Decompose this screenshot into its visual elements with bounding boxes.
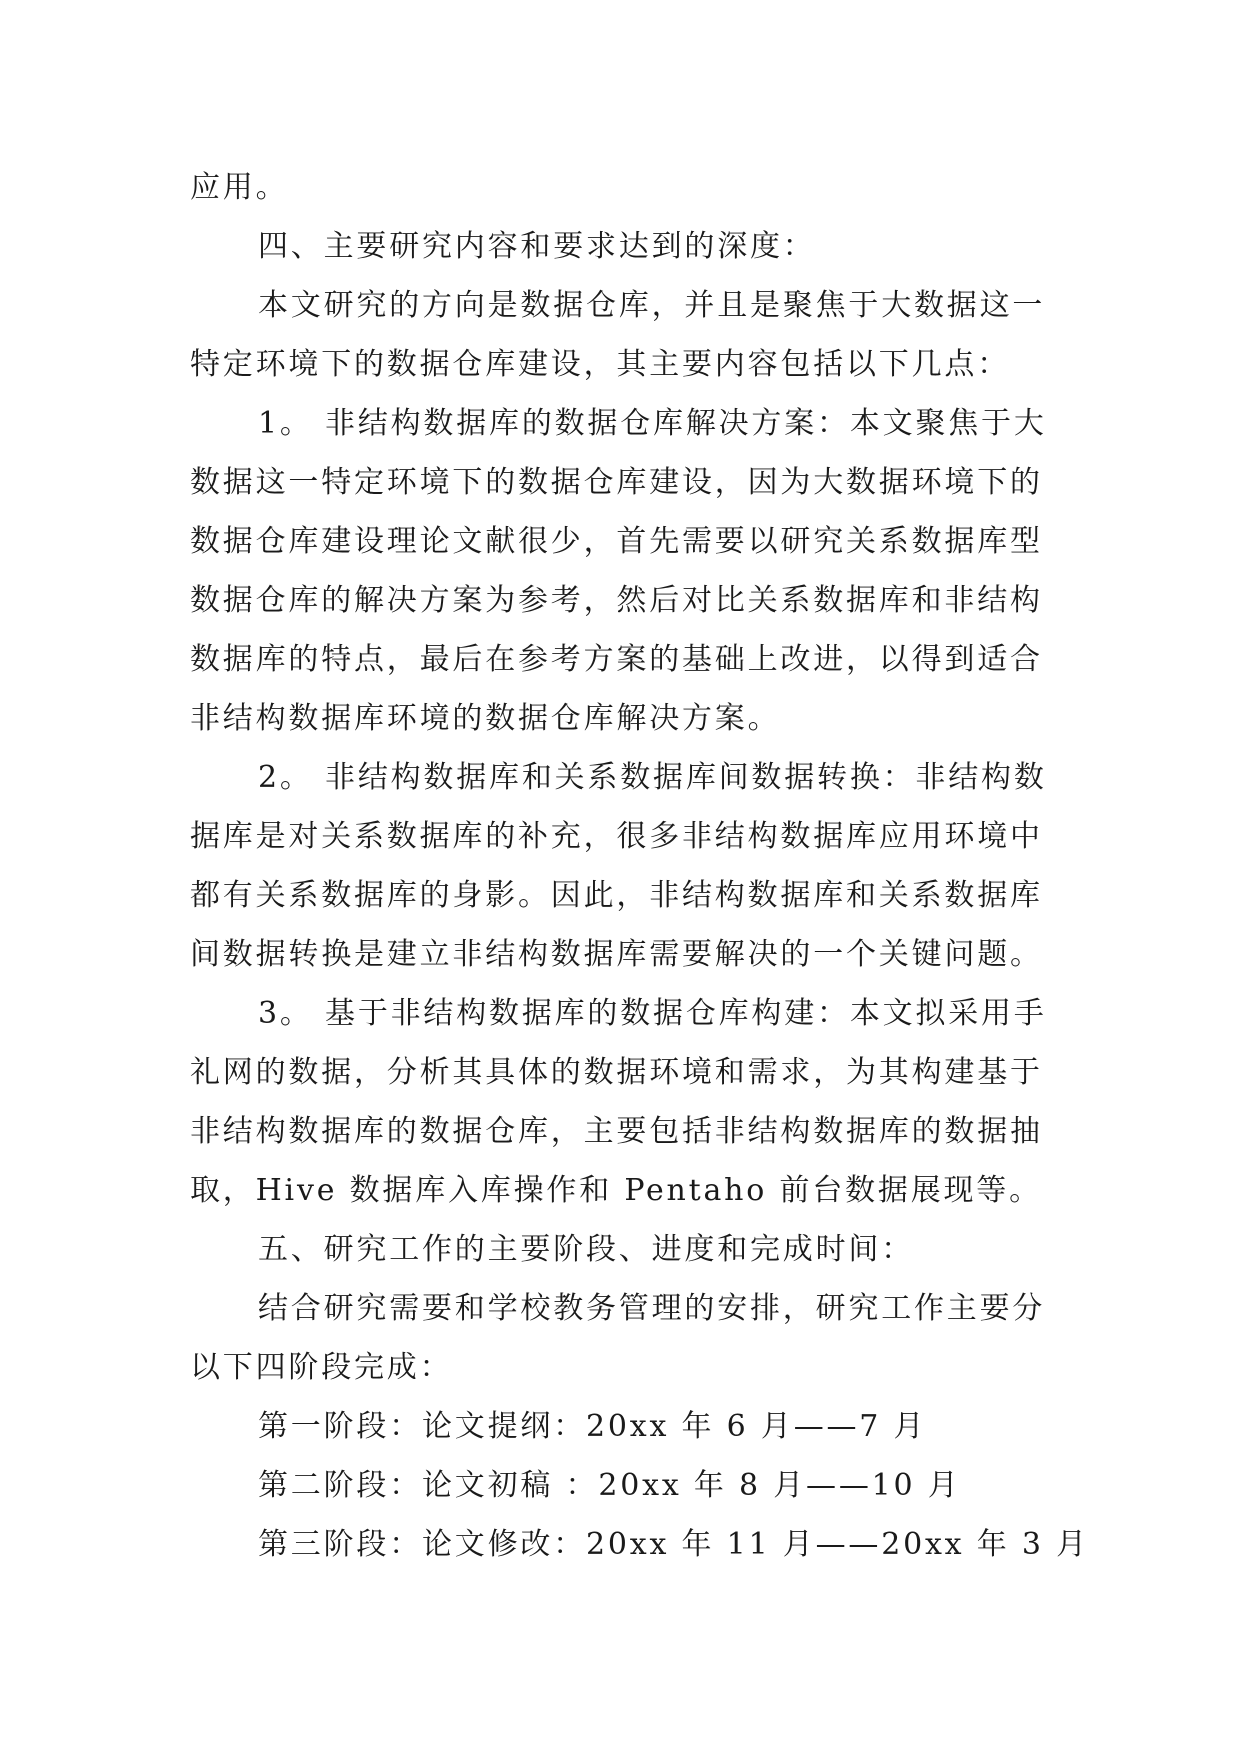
text-line: 非结构数据库环境的数据仓库解决方案。 bbox=[190, 701, 781, 736]
text-line: 都有关系数据库的身影。因此，非结构数据库和关系数据库 bbox=[190, 878, 1043, 913]
text-line: 数据仓库建设理论文献很少，首先需要以研究关系数据库型 bbox=[190, 524, 1043, 559]
paragraph bbox=[190, 1397, 1050, 1456]
text-line: 间数据转换是建立非结构数据库需要解决的一个关键问题。 bbox=[190, 937, 1043, 972]
text-line: 数据这一特定环境下的数据仓库建设，因为大数据环境下的 bbox=[190, 465, 1043, 500]
text-line: 以下四阶段完成： bbox=[190, 1350, 453, 1385]
text-line: 数据仓库的解决方案为参考，然后对比关系数据库和非结构 bbox=[190, 583, 1043, 618]
text-line: 第一阶段：论文提纲：20xx 年 6 月——7 月 bbox=[258, 1409, 927, 1444]
text-line: 特定环境下的数据仓库建设，其主要内容包括以下几点： bbox=[190, 347, 1010, 382]
text-line: 第二阶段：论文初稿 ：20xx 年 8 月——10 月 bbox=[258, 1468, 961, 1503]
text-line: 取，Hive 数据库入库操作和 Pentaho 前台数据展现等。 bbox=[190, 1173, 1042, 1208]
paragraph bbox=[190, 276, 1050, 394]
paragraph bbox=[190, 1456, 1050, 1515]
text-line: 第三阶段：论文修改：20xx 年 11 月——20xx 年 3 月 bbox=[258, 1527, 1089, 1562]
paragraph bbox=[190, 1515, 1089, 1574]
text-line: 应用。 bbox=[190, 170, 289, 205]
text-line: 2。 非结构数据库和关系数据库间数据转换：非结构数 bbox=[258, 760, 1047, 795]
paragraph bbox=[190, 217, 1050, 276]
paragraph bbox=[190, 748, 1050, 984]
text-line: 数据库的特点，最后在参考方案的基础上改进，以得到适合 bbox=[190, 642, 1043, 677]
paragraph bbox=[190, 158, 1050, 217]
paragraph bbox=[190, 1279, 1050, 1397]
text-line: 据库是对关系数据库的补充，很多非结构数据库应用环境中 bbox=[190, 819, 1043, 854]
paragraph bbox=[190, 394, 1050, 748]
text-line: 本文研究的方向是数据仓库，并且是聚焦于大数据这一 bbox=[258, 288, 1046, 323]
text-line: 五、研究工作的主要阶段、进度和完成时间： bbox=[258, 1232, 914, 1267]
paragraph bbox=[190, 1220, 1050, 1279]
text-line: 1。 非结构数据库的数据仓库解决方案：本文聚焦于大 bbox=[258, 406, 1047, 441]
document-body bbox=[190, 158, 1089, 1574]
text-line: 礼网的数据，分析其具体的数据环境和需求，为其构建基于 bbox=[190, 1055, 1043, 1090]
text-line: 四、主要研究内容和要求达到的深度： bbox=[258, 229, 816, 264]
text-line: 非结构数据库的数据仓库，主要包括非结构数据库的数据抽 bbox=[190, 1114, 1043, 1149]
paragraph bbox=[190, 984, 1050, 1220]
text-line: 结合研究需要和学校教务管理的安排，研究工作主要分 bbox=[258, 1291, 1046, 1326]
text-line: 3。 基于非结构数据库的数据仓库构建：本文拟采用手 bbox=[258, 996, 1047, 1031]
